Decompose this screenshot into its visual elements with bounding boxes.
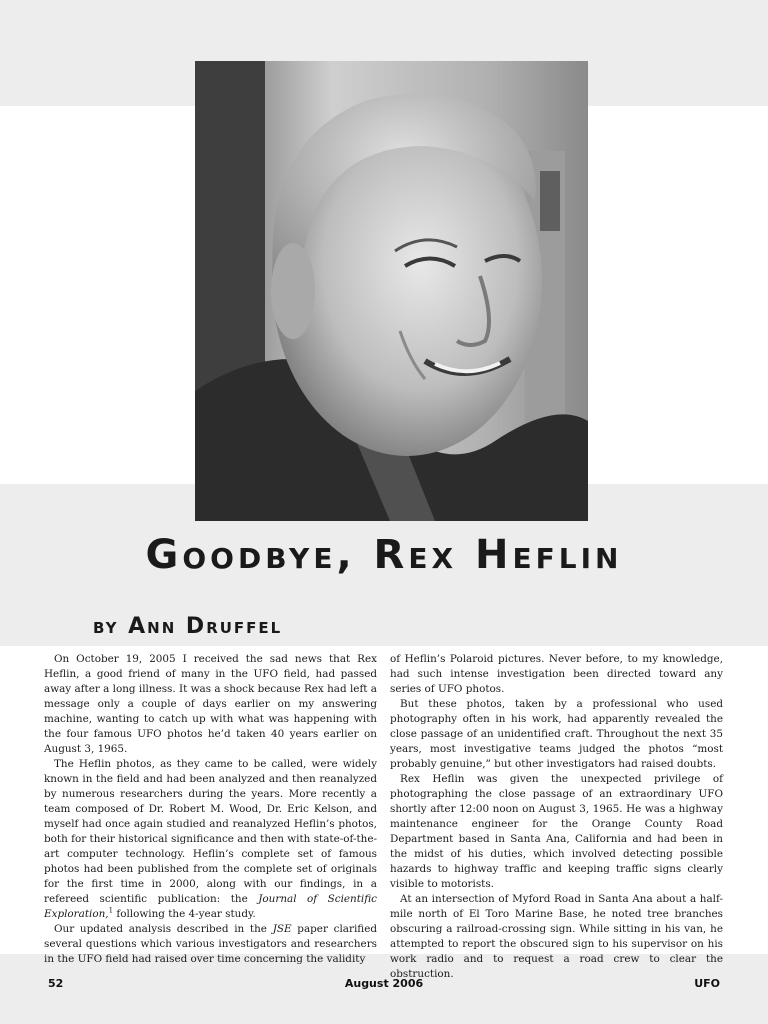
article-title: Goodbye, Rex Heflin (145, 532, 623, 578)
paragraph: of Heflin’s Polaroid pictures. Never before, to my knowledge, had such intense investigation been directed toward any series of UFO photos. (390, 653, 723, 695)
journal-abbrev: JSE (272, 923, 292, 935)
portrait-photo (195, 61, 588, 521)
paragraph-text: paper clarified several questions which various investigators and researchers in the UFO field had raised over time concerning the validity (44, 923, 377, 965)
paragraph (44, 922, 377, 967)
paragraph: On October 19, 2005 I received the sad news that Rex Heflin, a good friend of many in the UFO field, had passed away after a long illness. It was a shock because Rex had left a message only a couple of days earlier on my answering machine, wanting to catch up with what was happening with the four famous UFO photos he’d taken 40 years earlier on August 3, 1965. (44, 653, 377, 755)
article-byline: by Ann Druffel (93, 614, 283, 639)
paragraph (44, 757, 377, 922)
paragraph-text: following the 4-year study. (116, 908, 256, 920)
left-text-column (44, 652, 377, 967)
paragraph-text: Our updated analysis described in the (54, 923, 267, 935)
paragraph-text: The Heflin photos, as they came to be called, were widely known in the field and had been analyzed and then reanalyzed by numerous researchers during the years. More recently a team composed of Dr. Robert M. Wood, Dr. Eric Kelson, and myself had once again studied and reanalyzed Heflin’s photos, both for their historical significance and then with state-of-the-art computer technology. Heflin’s complete set of famous photos had been published from the complete set of originals for the first time in 2000, along with our findings, in a refereed scientific publication: the (44, 758, 377, 905)
magazine-name: UFO (694, 977, 720, 990)
page-number: 52 (48, 977, 64, 990)
issue-date: August 2006 (344, 977, 424, 990)
paragraph: At an intersection of Myford Road in Santa Ana about a half-mile north of El Toro Marine Base, he noted tree branches obscuring a railroad-crossing sign. While sitting in his van, he attempted to report the obscured sign to his supervisor on his work radio and to request a road crew to clear the obstruction. (390, 893, 723, 980)
journal-name: Journal of Scientific Exploration, (44, 893, 377, 920)
footnote-marker: 1 (108, 906, 114, 915)
paragraph: Rex Heflin was given the unexpected privilege of photographing the close passage of an extraordinary UFO shortly after 12:00 noon on August 3, 1965. He was a highway maintenance engineer for the Orange County Road Department based in Santa Ana, California and had been in the midst of his duties, which involved detecting possible hazards to highway traffic and keeping traffic signs clearly visible to motorists. (390, 773, 723, 890)
paragraph: But these photos, taken by a professional who used photography often in his work, had apparently revealed the close passage of an unidentified craft. Throughout the next 35 years, most investigative teams judged the photos “most probably genuine,” but other investigators had raised doubts. (390, 698, 723, 770)
right-text-column (390, 652, 723, 982)
